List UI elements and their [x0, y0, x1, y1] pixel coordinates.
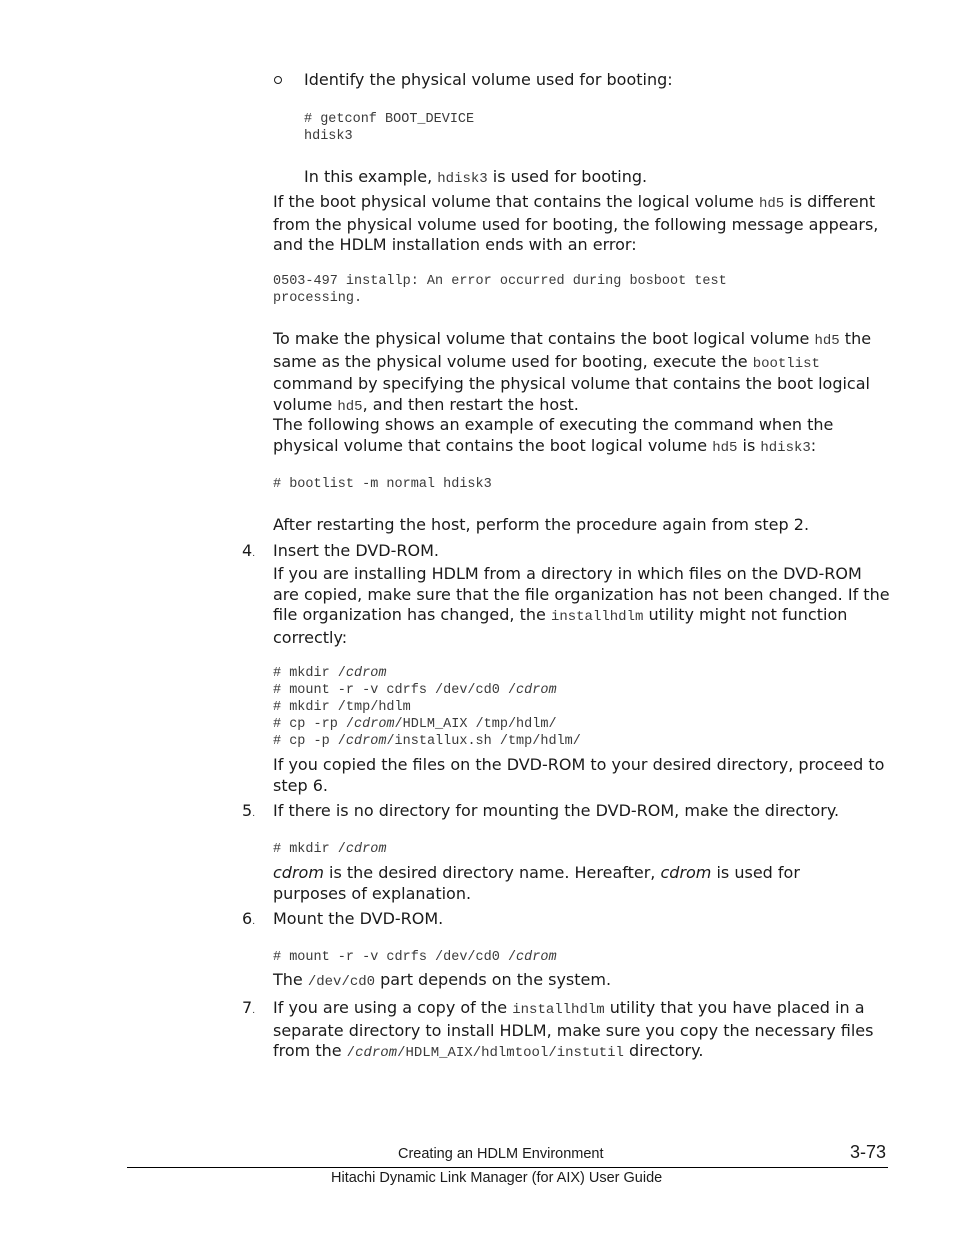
- step-number: 7.: [242, 998, 256, 1017]
- step-title: If there is no directory for mounting the DVD-ROM, make the directory.: [273, 801, 840, 820]
- code-block-mkdir: # mkdir /cdrom: [273, 842, 387, 857]
- paragraph-boot-volume: If the boot physical volume that contains the logical volume hd5 is different from the physical volume used for booting, the following message appears, and the HDLM installation ends with an error:: [273, 192, 879, 254]
- code-line: hdisk3: [304, 129, 353, 144]
- bullet-marker: [274, 76, 282, 84]
- step-title: Insert the DVD-ROM.: [273, 541, 439, 560]
- paragraph-bootlist: To make the physical volume that contains the boot logical volume hd5 the same as the physical volume used for booting, execute the bootlist command by specifying the physical volume that contains the boot logical volume hd5, and then restart the host.: [273, 329, 872, 415]
- step-after-text: If you copied the files on the DVD-ROM to your desired directory, proceed to step 6.: [273, 755, 885, 795]
- page-number: 3-73: [850, 1142, 887, 1162]
- code-block-getconf: [304, 111, 474, 145]
- code-block-bootlist: # bootlist -m normal hdisk3: [273, 477, 492, 492]
- step-title: Mount the DVD-ROM.: [273, 909, 444, 928]
- code-block-copy: [273, 665, 581, 750]
- example-sentence: In this example, hdisk3 is used for booting.: [304, 167, 648, 187]
- code-line: # mkdir /tmp/hdlm: [273, 700, 411, 715]
- step-number: 6.: [242, 909, 256, 928]
- bullet-text: Identify the physical volume used for booting:: [304, 70, 673, 89]
- footer-divider: [127, 1167, 888, 1168]
- code-line: # mkdir /cdrom: [273, 666, 387, 681]
- code-block-error: 0503-497 installp: An error occurred during bosboot test processing.: [273, 274, 727, 306]
- code-line: # mount -r -v cdrfs /dev/cd0 /cdrom: [273, 683, 557, 698]
- step-body: If you are installing HDLM from a directory in which files on the DVD-ROM are copied, make sure that the file organization has not been changed. If the file organization has changed, the installhdlm utility might not function correctly:: [273, 564, 890, 647]
- step-number: 5.: [242, 801, 256, 820]
- footer-book-title: Hitachi Dynamic Link Manager (for AIX) User Guide: [331, 1170, 663, 1186]
- paragraph-restart: After restarting the host, perform the procedure again from step 2.: [273, 515, 810, 534]
- code-block-mount: # mount -r -v cdrfs /dev/cd0 /cdrom: [273, 950, 557, 965]
- paragraph-example: The following shows an example of executing the command when the physical volume that contains the boot logical volume hd5 is hdisk3:: [273, 415, 834, 456]
- step-body: If you are using a copy of the installhdlm utility that you have placed in a separate directory to install HDLM, make sure you copy the necessary files from the /cdrom/HDLM_AIX/hdlmtool/instutil directory.: [273, 998, 874, 1061]
- step-number: 4.: [242, 541, 256, 560]
- footer-section-title: Creating an HDLM Environment: [398, 1146, 604, 1162]
- step-note: cdrom is the desired directory name. Hereafter, cdrom is used for purposes of explanation.: [273, 863, 800, 903]
- code-line: # getconf BOOT_DEVICE: [304, 112, 475, 127]
- code-line: # cp -p /cdrom/installux.sh /tmp/hdlm/: [273, 734, 581, 749]
- step-note: The /dev/cd0 part depends on the system.: [273, 970, 612, 990]
- code-line: # cp -rp /cdrom/HDLM_AIX /tmp/hdlm/: [273, 717, 557, 732]
